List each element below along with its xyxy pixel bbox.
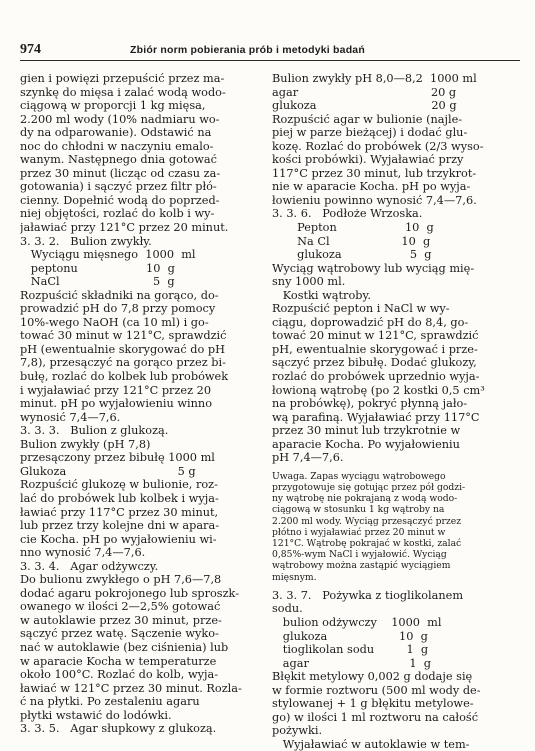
note-line: ny wątrobę nie pokrajaną z wodą wodo-	[272, 493, 458, 505]
text-line: wynosić 7,4—7,6.	[20, 410, 121, 424]
text-line: pH (ewentualnie skorygować do pH	[20, 342, 226, 356]
text-line: pH 7,4—7,6.	[272, 451, 344, 465]
text-line: wą parafiną. Wyjaławiać przy 117°C	[272, 410, 480, 424]
text-line: ciągu, doprowadzić pH do 8,4, go-	[272, 315, 469, 329]
text-line: Bulion zwykły pH 8,0—8,2 1000 ml	[272, 72, 477, 85]
text-line: lub przez trzy kolejne dni w apara-	[20, 519, 220, 533]
text-line: dodać agaru pokrojonego lub sproszk-	[20, 586, 240, 600]
text-line: agar 1 g	[272, 656, 432, 670]
text-line: 3. 3. 3. Bulion z glukozą.	[20, 424, 169, 438]
text-line: łowieniu powinno wynosić 7,4—7,6.	[272, 193, 477, 207]
page-number: 974	[20, 42, 41, 57]
text-line: 10%-wego NaOH (ca 10 ml) i go-	[20, 315, 209, 329]
text-line: piej w parze bieżącej) i dodać glu-	[272, 126, 468, 140]
text-line: Rozpuścić glukozę w bulionie, roz-	[20, 478, 218, 492]
text-line: owanego w ilości 2—2,5% gotować	[20, 600, 221, 614]
right-column-top	[272, 72, 520, 465]
right-column-bottom	[272, 589, 520, 751]
text-line: tować 30 minut w 121°C, sprawdzić	[20, 329, 227, 343]
text-line: Rozpuścić agar w bulionie (najle-	[272, 112, 463, 126]
text-line: kozę. Rozlać do probówek (2/3 wyso-	[272, 139, 484, 153]
text-line: przez 30 minut (licząc od czasu za-	[20, 166, 221, 180]
text-line: Rozpuścić pepton i NaCl w wy-	[272, 302, 450, 316]
note-line: 0,85%-wym NaCl i wyjałowić. Wyciąg	[272, 549, 447, 561]
text-line: agar 20 g	[272, 85, 457, 99]
text-line: sączyć przez watę. Sączenie wyko-	[20, 627, 219, 641]
text-line: sny 1000 ml.	[272, 275, 346, 289]
note-line: ciągową w stosunku 1 kg wątroby na	[272, 504, 445, 516]
text-line: peptonu 10 g	[20, 261, 175, 275]
text-line: 3. 3. 7. Pożywka z tioglikolanem	[272, 588, 464, 602]
text-line: w formie roztworu (500 ml wody de-	[272, 683, 481, 697]
text-line: Błękit metylowy 0,002 g dodaje się	[272, 670, 473, 684]
text-line: glukoza 5 g	[272, 248, 432, 262]
text-line: tować 20 minut w 121°C, sprawdzić	[272, 329, 479, 343]
text-line: Wyjaławiać w autoklawie w tem-	[272, 737, 470, 751]
page-header	[20, 42, 520, 61]
text-line: około 100°C. Rozlać do kolb, wyja-	[20, 668, 219, 682]
text-line: glukoza 10 g	[272, 629, 428, 643]
text-line: Bulion zwykły (pH 7,8)	[20, 437, 151, 451]
text-line: 3. 3. 6. Podłoże Wrzoska.	[272, 207, 423, 221]
text-line: kości probówki). Wyjaławiać przy	[272, 153, 464, 167]
text-line: Rozpuścić składniki na gorąco, do-	[20, 288, 219, 302]
text-line: cie Kocha. pH po wyjałowieniu wi-	[20, 532, 217, 546]
text-line: szynkę do mięsa i zalać wodą wodo-	[20, 85, 226, 99]
text-line: 3. 3. 5. Agar słupkowy z glukozą.	[20, 722, 217, 736]
text-line: rozlać do probówek uprzednio wyja-	[272, 370, 480, 384]
text-line: Do bulionu zwykłego o pH 7,6—7,8	[20, 573, 222, 587]
note-line: płótno i wyjaławiać przez 20 minut w	[272, 526, 446, 538]
text-line: jaławiać przy 121°C przez 20 minut.	[20, 221, 229, 235]
text-line: w autoklawie przez 30 minut, prze-	[20, 613, 222, 627]
text-line: 2.200 ml wody (10% nadmiaru wo-	[20, 112, 220, 126]
text-line: NaCl 5 g	[20, 275, 175, 289]
text-line: aparacie Kocha. Po wyjałowieniu	[272, 437, 460, 451]
text-line: pożywki.	[272, 724, 323, 738]
text-line: gien i powięzi przepuścić przez ma-	[20, 72, 225, 85]
text-line: na probówkę), pokryć płynną jało-	[272, 397, 468, 411]
note-line: mięsnym.	[272, 571, 317, 583]
note-line: Uwaga. Zapas wyciągu wątrobowego	[272, 470, 446, 482]
text-line: 117°C przez 30 minut, lub trzykrot-	[272, 166, 477, 180]
text-line: płytki wstawić do lodówki.	[20, 708, 172, 722]
text-line: gotowania) i sączyć przez filtr płó-	[20, 180, 217, 194]
text-line: i wyjaławiać przy 121°C przez 20	[20, 383, 212, 397]
text-line: niej objętości, rozlać do kolb i wy-	[20, 207, 215, 221]
left-column	[20, 72, 265, 736]
note-line: 2.200 ml wody. Wyciąg przesączyć przez	[272, 515, 462, 527]
text-line: Wyciąg wątrobowy lub wyciąg mię-	[272, 261, 475, 275]
text-line: Wyciągu mięsnego 1000 ml	[20, 248, 196, 262]
text-line: go) w ilości 1 ml roztworu na całość	[272, 710, 479, 724]
text-line: Kostki wątroby.	[272, 288, 371, 302]
text-line: Pepton 10 g	[272, 221, 434, 235]
text-line: przesączony przez bibułę 1000 ml	[20, 451, 215, 465]
text-line: ć na płytki. Po zestaleniu agaru	[20, 695, 200, 709]
text-line: lać do probówek lub kolbek i wyja-	[20, 491, 219, 505]
text-line: 7,8), przesączyć na gorąco przez bi-	[20, 356, 226, 370]
text-line: noc do chłodni w naczyniu emalo-	[20, 139, 214, 153]
text-line: prowadzić pH do 7,8 przy pomocy	[20, 302, 216, 316]
note-line: przygotowuje się gotując przez pół godzi-	[272, 482, 466, 494]
text-line: minut. pH po wyjałowieniu winno	[20, 397, 213, 411]
text-line: ciągową w proporcji 1 kg mięsa,	[20, 99, 206, 113]
text-line: Glukoza 5 g	[20, 464, 196, 478]
text-line: wanym. Następnego dnia gotować	[20, 153, 217, 167]
text-line: pH, ewentualnie skorygować i prze-	[272, 342, 478, 356]
text-line: 3. 3. 2. Bulion zwykły.	[20, 234, 152, 248]
text-line: dy na odparowanie). Odstawić na	[20, 126, 212, 140]
text-line: sączyć przez bibułę. Dodać glukozy,	[272, 356, 477, 370]
text-line: 3. 3. 4. Agar odżywczy.	[20, 559, 159, 573]
text-line: nno wynosić 7,4—7,6.	[20, 546, 146, 560]
text-line: cienny. Dopełnić wodą do poprzed-	[20, 193, 220, 207]
note-line: wątrobowy można zastąpić wyciągiem	[272, 560, 451, 572]
text-line: glukoza 20 g	[272, 99, 457, 113]
running-title: Zbiór norm pobierania prób i metodyki badań	[130, 44, 365, 56]
text-line: bułę, rozlać do kolbek lub probówek	[20, 370, 229, 384]
text-line: tioglikolan sodu 1 g	[272, 643, 429, 657]
text-line: przez 30 minut lub trzykrotnie w	[272, 424, 461, 438]
note-line: 121°C. Wątrobę pokrajać w kostki, zalać	[272, 538, 462, 550]
text-line: w aparacie Kocha w temperaturze	[20, 654, 217, 668]
note-block	[272, 471, 520, 583]
text-line: nie w aparacie Kocha. pH po wyja-	[272, 180, 471, 194]
text-line: nać w autoklawie (bez ciśnienia) lub	[20, 640, 229, 654]
right-column	[272, 72, 520, 751]
text-line: Na Cl 10 g	[272, 234, 431, 248]
text-line: stylowanej + 1 g błękitu metylowe-	[272, 697, 474, 711]
text-line: ławiać przy 117°C przez 30 minut,	[20, 505, 219, 519]
text-line: ławiać w 121°C przez 30 minut. Rozla-	[20, 681, 242, 695]
text-line: bulion odżywczy 1000 ml	[272, 615, 442, 629]
text-line: sodu.	[272, 602, 303, 616]
text-line: łowioną wątrobę (po 2 kostki 0,5 cm³	[272, 383, 485, 397]
